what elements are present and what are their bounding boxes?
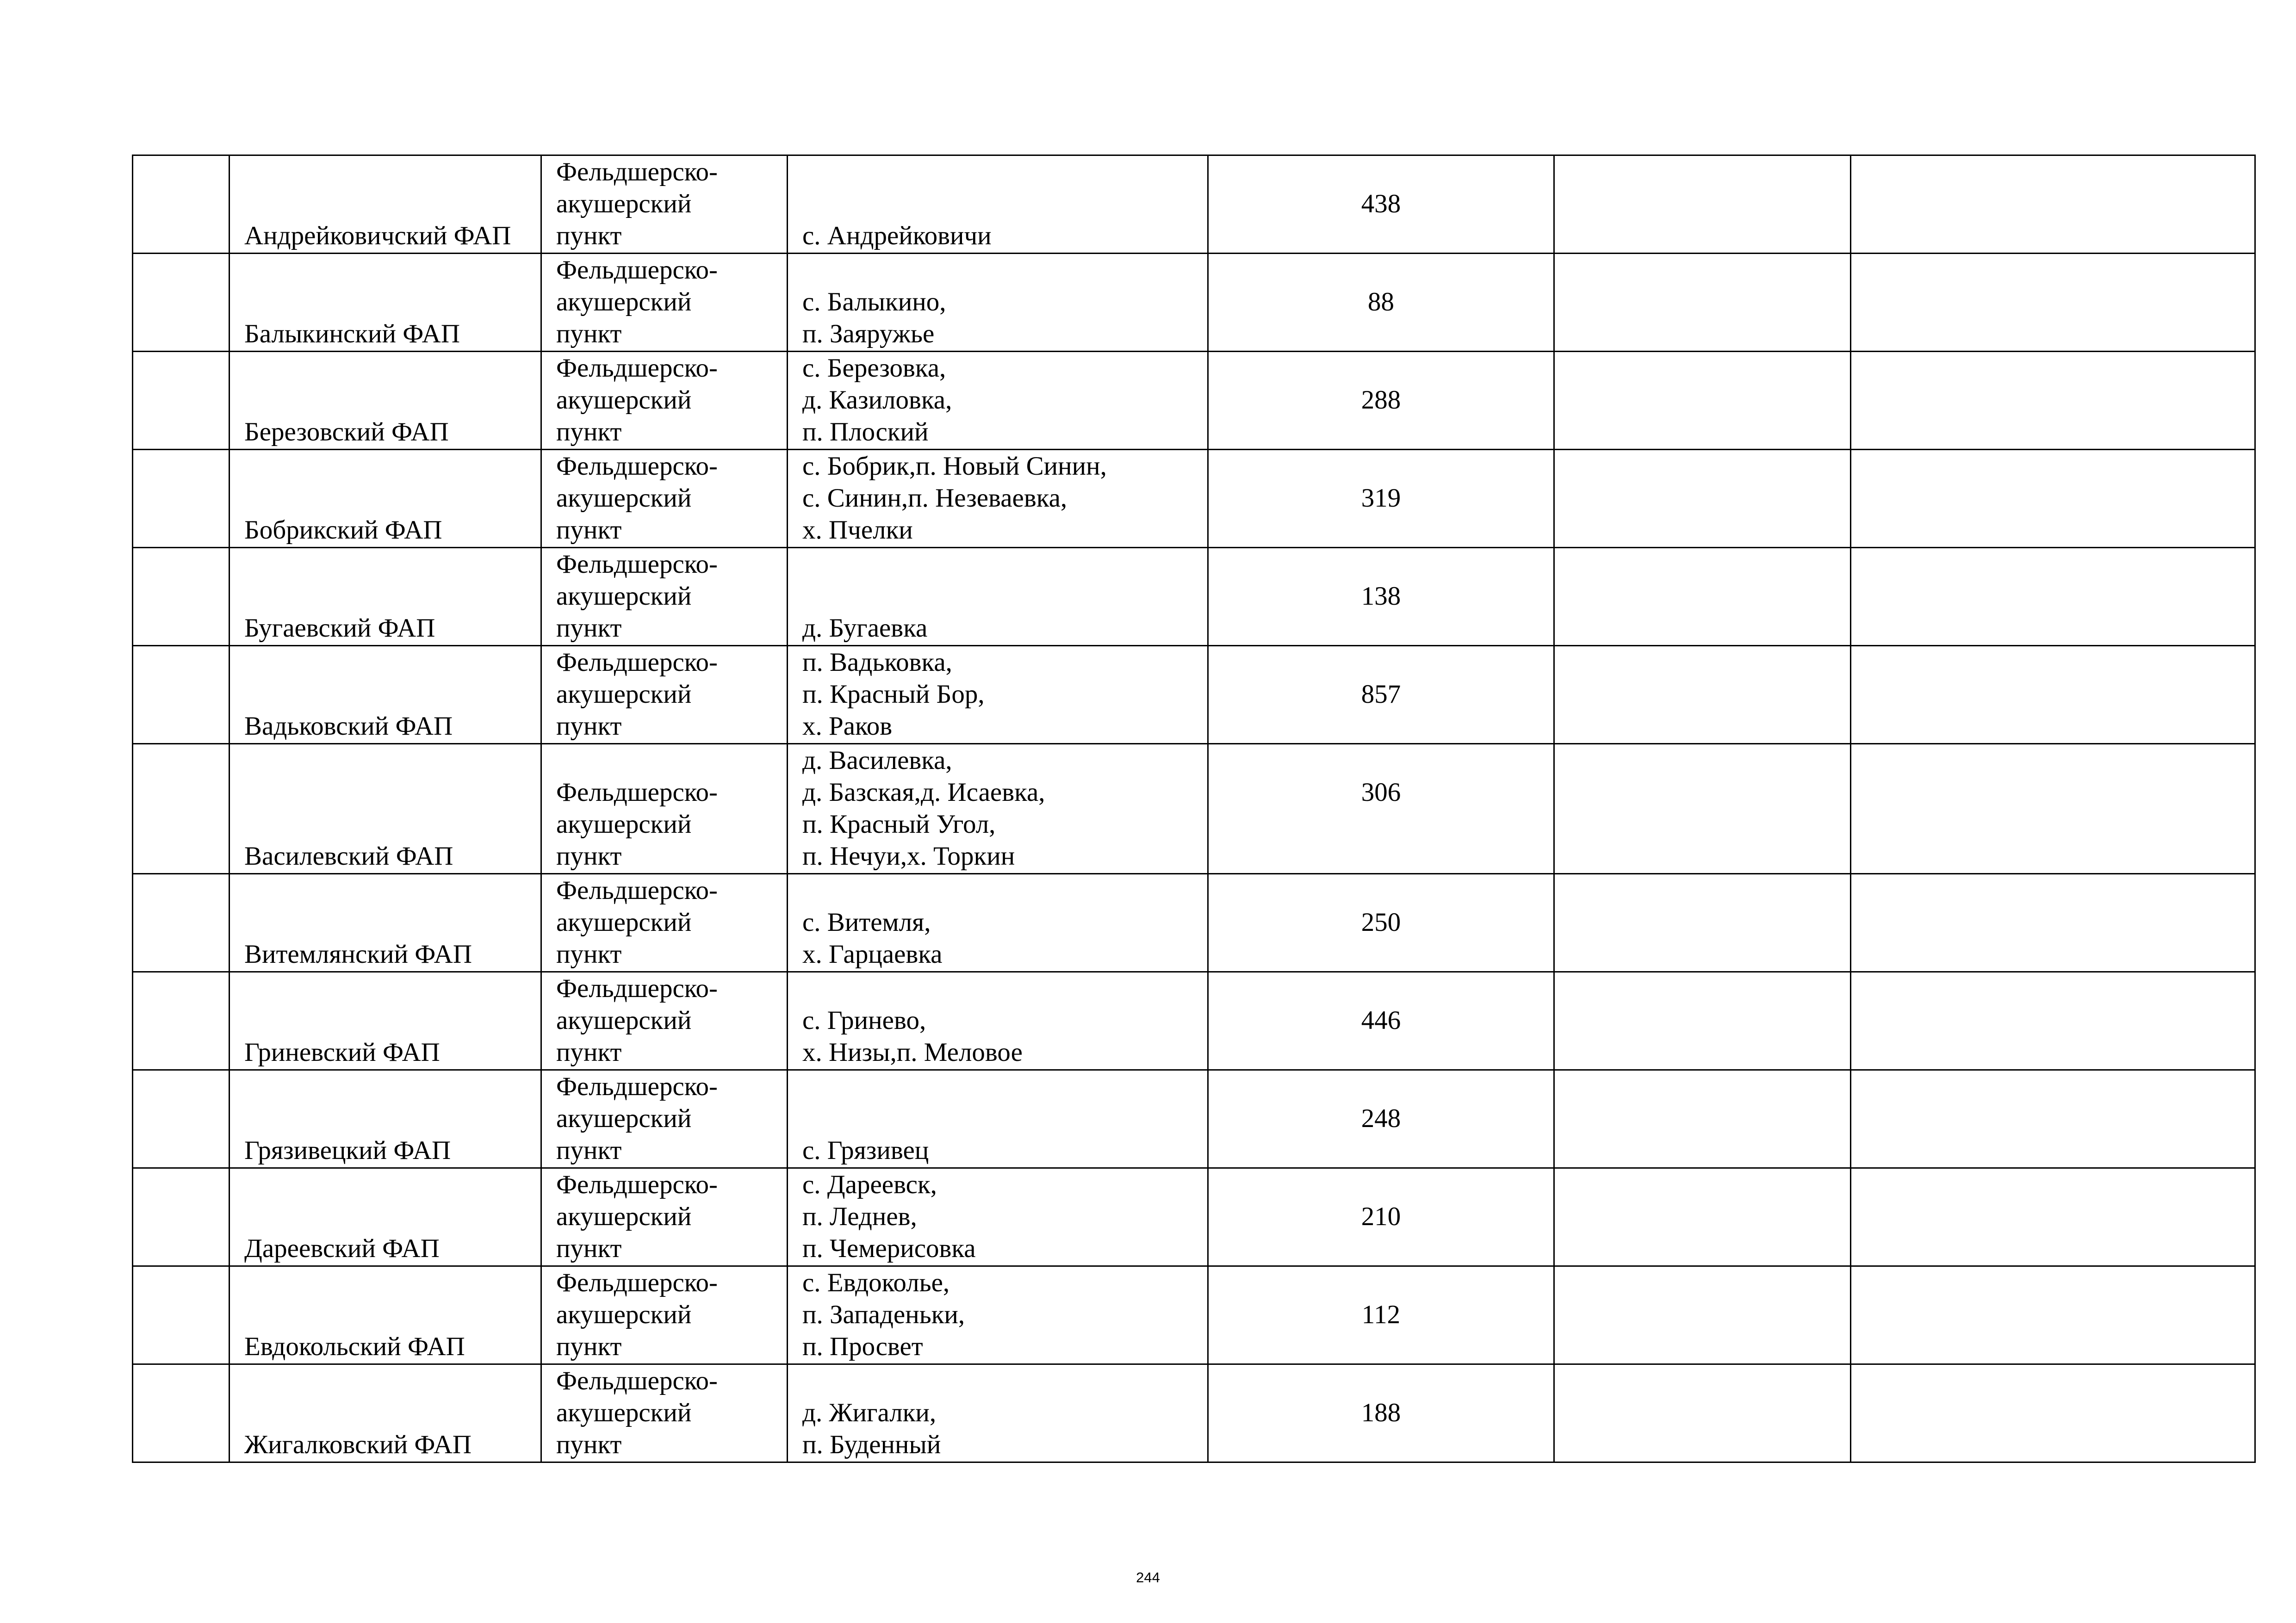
facility-type-line: Фельдшерско- bbox=[556, 550, 718, 579]
empty-cell bbox=[1554, 548, 1851, 646]
facility-name-cell: Грязивецкий ФАП bbox=[230, 1070, 541, 1168]
empty-cell bbox=[1554, 972, 1851, 1070]
facility-name-cell: Бобрикский ФАП bbox=[230, 450, 541, 548]
empty-cell bbox=[1554, 1266, 1851, 1364]
row-index-cell bbox=[133, 744, 230, 874]
settlements-cell bbox=[788, 155, 1208, 254]
population-cell: 112 bbox=[1208, 1266, 1554, 1364]
facility-type-line: пункт bbox=[556, 1136, 622, 1165]
population-cell: 446 bbox=[1208, 972, 1554, 1070]
settlements-cell bbox=[788, 874, 1208, 972]
facility-type-line: акушерский bbox=[556, 1300, 692, 1329]
settlement-line: х. Пчелки bbox=[802, 515, 913, 545]
facilities-table bbox=[132, 155, 2256, 1463]
table-row bbox=[133, 646, 2255, 744]
empty-cell bbox=[1851, 548, 2255, 646]
facility-type-cell bbox=[541, 352, 788, 450]
empty-cell bbox=[1851, 352, 2255, 450]
settlement-line: п. Плоский bbox=[802, 417, 929, 446]
table-row bbox=[133, 352, 2255, 450]
row-index-cell bbox=[133, 874, 230, 972]
settlement-line: д. Базская,д. Исаевка, bbox=[802, 778, 1045, 807]
facility-type-line: Фельдшерско- bbox=[556, 255, 718, 285]
facility-type-cell bbox=[541, 548, 788, 646]
facility-name-cell: Бугаевский ФАП bbox=[230, 548, 541, 646]
population-cell: 210 bbox=[1208, 1168, 1554, 1266]
facility-type-line: Фельдшерско- bbox=[556, 353, 718, 383]
settlements-cell bbox=[788, 1364, 1208, 1462]
facility-name-cell: Андрейковичский ФАП bbox=[230, 155, 541, 254]
settlements-cell bbox=[788, 450, 1208, 548]
settlements-cell bbox=[788, 1168, 1208, 1266]
population-cell: 438 bbox=[1208, 155, 1554, 254]
facility-name-cell: Василевский ФАП bbox=[230, 744, 541, 874]
facility-type-line: Фельдшерско- bbox=[556, 1366, 718, 1395]
empty-cell bbox=[1851, 1266, 2255, 1364]
facility-name-cell: Витемлянский ФАП bbox=[230, 874, 541, 972]
facility-type-cell bbox=[541, 874, 788, 972]
facility-type-line: акушерский bbox=[556, 189, 692, 218]
facility-name-cell: Балыкинский ФАП bbox=[230, 254, 541, 352]
facility-type-line: акушерский bbox=[556, 582, 692, 611]
population-cell: 188 bbox=[1208, 1364, 1554, 1462]
settlement-line: п. Просвет bbox=[802, 1332, 923, 1361]
empty-cell bbox=[1554, 646, 1851, 744]
table-row bbox=[133, 744, 2255, 874]
settlement-line: с. Бобрик,п. Новый Синин, bbox=[802, 452, 1107, 481]
empty-cell bbox=[1554, 254, 1851, 352]
row-index-cell bbox=[133, 1364, 230, 1462]
settlements-cell bbox=[788, 1070, 1208, 1168]
settlement-line: д. Казиловка, bbox=[802, 385, 952, 415]
facility-type-line: Фельдшерско- bbox=[556, 778, 718, 807]
settlement-line: п. Буденный bbox=[802, 1430, 941, 1459]
page-number: 244 bbox=[1136, 1569, 1160, 1586]
empty-cell bbox=[1554, 1168, 1851, 1266]
facility-type-line: пункт bbox=[556, 1430, 622, 1459]
row-index-cell bbox=[133, 1266, 230, 1364]
facility-type-cell bbox=[541, 155, 788, 254]
settlements-cell bbox=[788, 744, 1208, 874]
settlements-cell bbox=[788, 972, 1208, 1070]
table-row bbox=[133, 1266, 2255, 1364]
population-cell: 306 bbox=[1208, 744, 1554, 874]
settlements-cell bbox=[788, 352, 1208, 450]
settlement-line: с. Синин,п. Незеваевка, bbox=[802, 483, 1067, 513]
settlement-line: с. Дареевск, bbox=[802, 1170, 937, 1199]
population-cell: 857 bbox=[1208, 646, 1554, 744]
settlement-line: х. Низы,п. Меловое bbox=[802, 1038, 1023, 1067]
facility-type-line: Фельдшерско- bbox=[556, 157, 718, 186]
population-cell: 288 bbox=[1208, 352, 1554, 450]
settlement-line: д. Василевка, bbox=[802, 746, 952, 775]
empty-cell bbox=[1851, 972, 2255, 1070]
settlements-cell bbox=[788, 1266, 1208, 1364]
settlement-line: с. Грязивец bbox=[802, 1136, 929, 1165]
settlement-line: с. Витемля, bbox=[802, 908, 931, 937]
empty-cell bbox=[1851, 254, 2255, 352]
row-index-cell bbox=[133, 1070, 230, 1168]
empty-cell bbox=[1851, 155, 2255, 254]
table-row bbox=[133, 254, 2255, 352]
facility-type-line: Фельдшерско- bbox=[556, 974, 718, 1003]
facility-type-line: акушерский bbox=[556, 810, 692, 839]
population-cell: 88 bbox=[1208, 254, 1554, 352]
facility-type-line: пункт bbox=[556, 221, 622, 250]
facility-type-line: пункт bbox=[556, 842, 622, 871]
facility-type-line: акушерский bbox=[556, 483, 692, 513]
facility-type-cell bbox=[541, 972, 788, 1070]
empty-cell bbox=[1554, 352, 1851, 450]
table-row bbox=[133, 874, 2255, 972]
facility-name-cell: Гриневский ФАП bbox=[230, 972, 541, 1070]
row-index-cell bbox=[133, 646, 230, 744]
facility-type-line: пункт bbox=[556, 712, 622, 741]
facility-type-line: акушерский bbox=[556, 1104, 692, 1133]
empty-cell bbox=[1851, 646, 2255, 744]
facility-name-cell: Жигалковский ФАП bbox=[230, 1364, 541, 1462]
settlement-line: п. Западеньки, bbox=[802, 1300, 965, 1329]
empty-cell bbox=[1554, 874, 1851, 972]
facility-type-line: пункт bbox=[556, 613, 622, 643]
facility-type-line: пункт bbox=[556, 1038, 622, 1067]
population-cell: 248 bbox=[1208, 1070, 1554, 1168]
population-cell: 138 bbox=[1208, 548, 1554, 646]
facility-type-cell bbox=[541, 1266, 788, 1364]
settlement-line: с. Евдоколье, bbox=[802, 1268, 950, 1297]
table-row bbox=[133, 1168, 2255, 1266]
facility-type-line: акушерский bbox=[556, 680, 692, 709]
facility-type-line: Фельдшерско- bbox=[556, 452, 718, 481]
settlement-line: с. Гринево, bbox=[802, 1006, 926, 1035]
table-row bbox=[133, 972, 2255, 1070]
settlements-cell bbox=[788, 646, 1208, 744]
facility-type-cell bbox=[541, 1168, 788, 1266]
row-index-cell bbox=[133, 1168, 230, 1266]
settlement-line: п. Леднев, bbox=[802, 1202, 917, 1231]
facility-name-cell: Дареевский ФАП bbox=[230, 1168, 541, 1266]
row-index-cell bbox=[133, 450, 230, 548]
facility-type-line: акушерский bbox=[556, 1006, 692, 1035]
facility-name-cell: Березовский ФАП bbox=[230, 352, 541, 450]
settlement-line: п. Нечуи,х. Торкин bbox=[802, 842, 1015, 871]
settlement-line: п. Красный Угол, bbox=[802, 810, 996, 839]
settlement-line: с. Андрейковичи bbox=[802, 221, 992, 250]
population-cell: 250 bbox=[1208, 874, 1554, 972]
settlement-line: д. Жигалки, bbox=[802, 1398, 937, 1427]
empty-cell bbox=[1554, 155, 1851, 254]
facility-type-cell bbox=[541, 450, 788, 548]
settlement-line: с. Балыкино, bbox=[802, 287, 946, 316]
settlements-cell bbox=[788, 254, 1208, 352]
facility-type-line: акушерский bbox=[556, 385, 692, 415]
facility-type-cell bbox=[541, 646, 788, 744]
table-row bbox=[133, 548, 2255, 646]
table-row bbox=[133, 450, 2255, 548]
row-index-cell bbox=[133, 254, 230, 352]
facility-type-line: пункт bbox=[556, 417, 622, 446]
facility-type-line: пункт bbox=[556, 940, 622, 969]
facility-type-line: Фельдшерско- bbox=[556, 1170, 718, 1199]
facility-type-line: пункт bbox=[556, 515, 622, 545]
facility-type-cell bbox=[541, 1070, 788, 1168]
facility-type-line: пункт bbox=[556, 1234, 622, 1263]
row-index-cell bbox=[133, 155, 230, 254]
table-row bbox=[133, 1070, 2255, 1168]
table-row bbox=[133, 1364, 2255, 1462]
row-index-cell bbox=[133, 972, 230, 1070]
facility-type-cell bbox=[541, 744, 788, 874]
facility-type-line: Фельдшерско- bbox=[556, 876, 718, 905]
empty-cell bbox=[1554, 1364, 1851, 1462]
settlement-line: п. Заяружье bbox=[802, 319, 935, 348]
settlement-line: п. Вадьковка, bbox=[802, 648, 952, 677]
table-row bbox=[133, 155, 2255, 254]
facility-type-line: пункт bbox=[556, 1332, 622, 1361]
empty-cell bbox=[1851, 1070, 2255, 1168]
empty-cell bbox=[1851, 1168, 2255, 1266]
facility-type-cell bbox=[541, 254, 788, 352]
settlement-line: х. Раков bbox=[802, 712, 893, 741]
empty-cell bbox=[1554, 1070, 1851, 1168]
settlement-line: х. Гарцаевка bbox=[802, 940, 943, 969]
population-cell: 319 bbox=[1208, 450, 1554, 548]
row-index-cell bbox=[133, 352, 230, 450]
facility-name-cell: Евдокольский ФАП bbox=[230, 1266, 541, 1364]
empty-cell bbox=[1851, 1364, 2255, 1462]
facility-type-line: Фельдшерско- bbox=[556, 1268, 718, 1297]
settlement-line: п. Красный Бор, bbox=[802, 680, 985, 709]
facility-type-line: акушерский bbox=[556, 1202, 692, 1231]
facility-type-line: акушерский bbox=[556, 1398, 692, 1427]
facility-type-line: акушерский bbox=[556, 908, 692, 937]
settlement-line: д. Бугаевка bbox=[802, 613, 928, 643]
settlements-cell bbox=[788, 548, 1208, 646]
empty-cell bbox=[1851, 450, 2255, 548]
facility-name-cell: Вадьковский ФАП bbox=[230, 646, 541, 744]
facility-type-line: акушерский bbox=[556, 287, 692, 316]
empty-cell bbox=[1851, 874, 2255, 972]
settlement-line: с. Березовка, bbox=[802, 353, 946, 383]
empty-cell bbox=[1554, 450, 1851, 548]
facility-type-line: Фельдшерско- bbox=[556, 1072, 718, 1101]
empty-cell bbox=[1554, 744, 1851, 874]
facility-type-cell bbox=[541, 1364, 788, 1462]
empty-cell bbox=[1851, 744, 2255, 874]
settlement-line: п. Чемерисовка bbox=[802, 1234, 976, 1263]
facility-type-line: Фельдшерско- bbox=[556, 648, 718, 677]
row-index-cell bbox=[133, 548, 230, 646]
facility-type-line: пункт bbox=[556, 319, 622, 348]
